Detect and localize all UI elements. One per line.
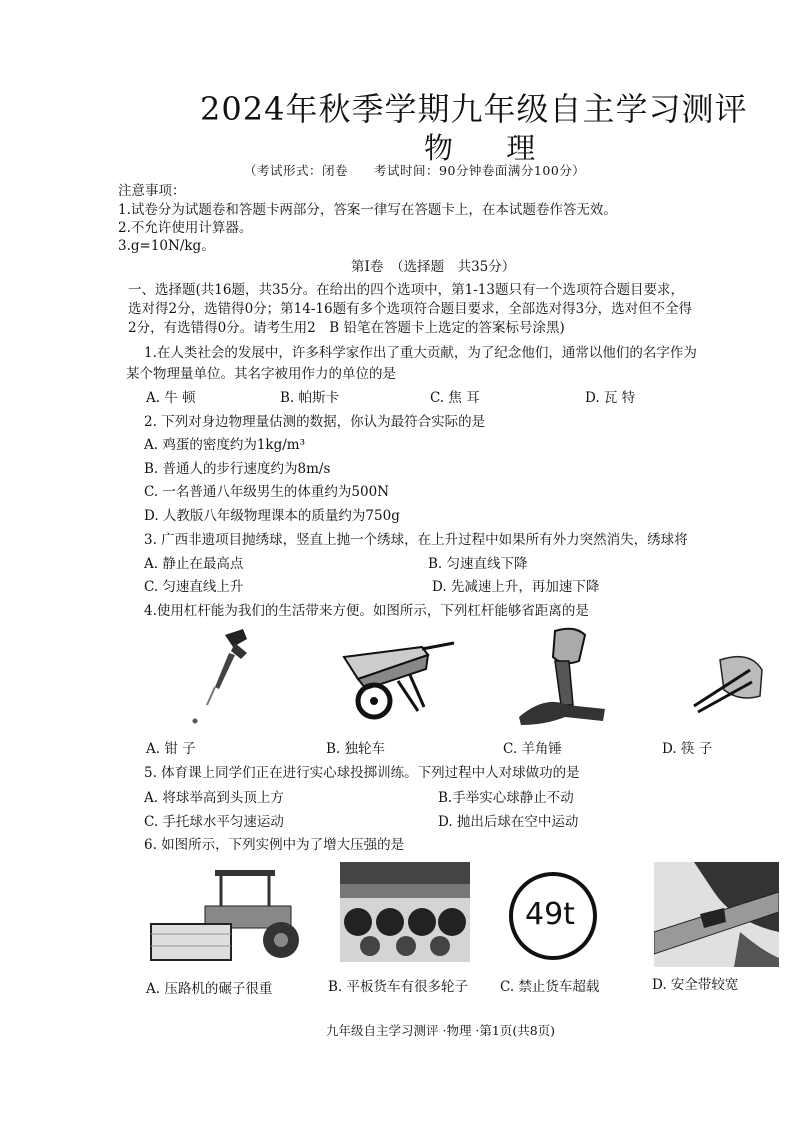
q2-option-b: B. 普通人的步行速度约为8m/s — [144, 461, 331, 477]
q5-stem: 5. 体育课上同学们正在进行实心球投掷训练。下列过程中人对球做功的是 — [144, 765, 580, 781]
note-item-2: 2.不允许使用计算器。 — [118, 220, 253, 236]
weight-limit-sign — [505, 868, 601, 964]
q1-option-c: C. 焦 耳 — [430, 390, 480, 406]
weight-limit-text: 49t — [525, 897, 575, 932]
q1-stem-line-1: 1.在人类社会的发展中，许多科学家作出了重大贡献，为了纪念他们，通常以他们的名字作为 — [144, 345, 697, 361]
q1-option-d: D. 瓦 特 — [585, 390, 636, 406]
section-intro-line-2: 选对得2分，选错得0分；第14-16题有多个选项符合题目要求，全部选对得3分，选对但不全得 — [128, 301, 693, 317]
q3-option-c: C. 匀速直线上升 — [144, 579, 244, 595]
q4-stem: 4.使用杠杆能为我们的生活带来方便。如图所示，下列杠杆能够省距离的是 — [144, 603, 589, 619]
q3-option-d: D. 先减速上升，再加速下降 — [432, 579, 600, 595]
q5-option-d: D. 抛出后球在空中运动 — [438, 814, 579, 830]
exam-title: 2024年秋季学期九年级自主学习测评 — [200, 90, 748, 128]
pliers-image — [185, 625, 265, 730]
section-intro-line-3: 2分，有选错得0分。请考生用2 B 铅笔在答题卡上选定的答案标号涂黑) — [128, 320, 565, 336]
q5-option-b: B.手举实心球静止不动 — [438, 790, 574, 806]
flatbed-truck-image — [340, 862, 470, 962]
q2-option-c: C. 一名普通八年级男生的体重约为500N — [144, 484, 390, 500]
q5-option-a: A. 将球举高到头顶上方 — [144, 790, 284, 806]
q3-option-a: A. 静止在最高点 — [144, 556, 244, 572]
chopsticks-image — [690, 640, 765, 715]
notes-heading: 注意事项： — [118, 183, 186, 199]
q6-option-d: D. 安全带较宽 — [652, 977, 739, 993]
q4-option-b: B. 独轮车 — [326, 741, 386, 757]
road-roller-image — [145, 862, 310, 970]
q4-option-c: C. 羊角锤 — [503, 741, 562, 757]
seat-belt-image — [654, 862, 779, 967]
q4-option-a: A. 钳 子 — [146, 741, 196, 757]
page-footer: 九年级自主学习测评 ·物理 ·第1页(共8页) — [326, 1023, 556, 1038]
q1-stem-line-2: 某个物理量单位。其名字被用作力的单位的是 — [126, 366, 396, 382]
q6-stem: 6. 如图所示，下列实例中为了增大压强的是 — [144, 837, 405, 853]
section-intro-line-1: 一、选择题(共16题，共35分。在给出的四个选项中，第1-13题只有一个选项符合题目要求， — [128, 282, 684, 298]
q2-stem: 2. 下列对身边物理量估测的数据，你认为最符合实际的是 — [144, 414, 486, 430]
q6-option-a: A. 压路机的碾子很重 — [146, 981, 273, 997]
q1-option-b: B. 帕斯卡 — [280, 390, 340, 406]
q2-option-a: A. 鸡蛋的密度约为1kg/m³ — [144, 437, 306, 453]
q4-option-d: D. 筷 子 — [662, 741, 713, 757]
q3-stem: 3. 广西非遗项目抛绣球，竖直上抛一个绣球，在上升过程中如果所有外力突然消失，绣球将 — [144, 532, 688, 548]
claw-hammer-image — [515, 625, 610, 730]
q1-option-a: A. 牛 顿 — [146, 390, 196, 406]
q6-option-b: B. 平板货车有很多轮子 — [328, 979, 469, 995]
section-title: 第Ⅰ卷 （选择题 共35分） — [351, 259, 516, 275]
wheelbarrow-image — [338, 635, 458, 725]
q6-option-c: C. 禁止货车超载 — [500, 979, 600, 995]
q2-option-d: D. 人教版八年级物理课本的质量约为750g — [144, 508, 400, 524]
note-item-1: 1.试卷分为试题卷和答题卡两部分，答案一律写在答题卡上，在本试题卷作答无效。 — [118, 202, 617, 218]
q5-option-c: C. 手托球水平匀速运动 — [144, 814, 284, 830]
subject-title: 物 理 — [424, 131, 558, 165]
note-item-3: 3.g=10N/kg。 — [118, 238, 215, 254]
q3-option-b: B. 匀速直线下降 — [428, 556, 528, 572]
exam-info: （考试形式：闭卷 考试时间：90分钟卷面满分100分） — [244, 163, 586, 178]
